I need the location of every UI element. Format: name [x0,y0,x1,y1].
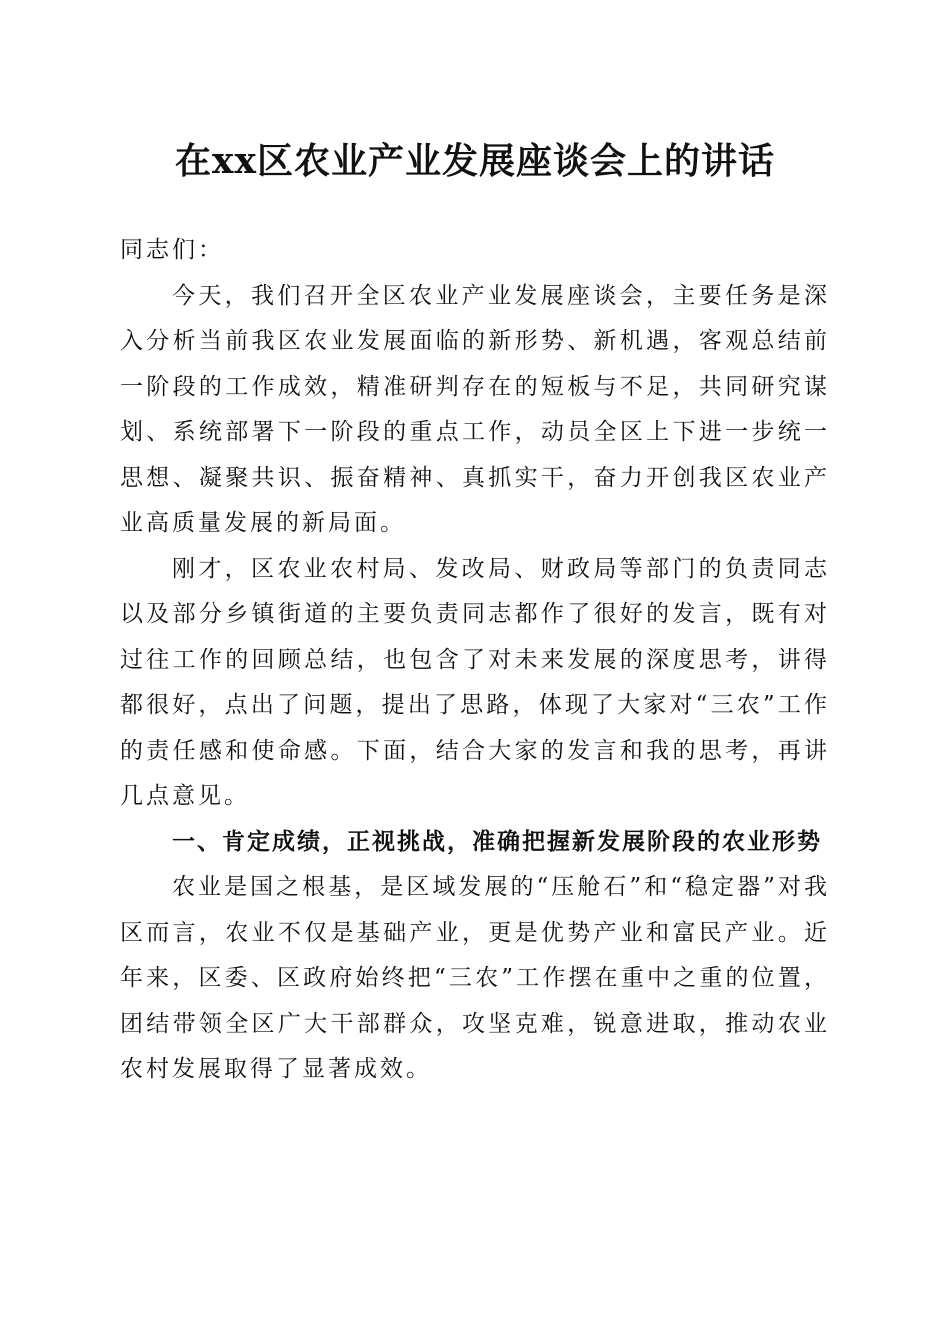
section-paragraph: 农业是国之根基，是区域发展的“压舱石”和“稳定器”对我区而言，农业不仅是基础产业，更是优势产业和富民产业。近年来，区委、区政府始终把“三农”工作摆在重中之重的位置，团结带领全区广大干部群众，攻坚克难，锐意进取，推动农业农村发展取得了显著成效。 [120,874,830,1082]
section-heading: 一、肯定成绩，正视挑战，准确把握新发展阶段的农业形势 [172,828,822,855]
document-body [120,228,830,1093]
salutation: 同志们： [120,237,224,263]
document-title: 在xx区农业产业发展座谈会上的讲话 [175,140,775,182]
paragraph-remarks: 刚才，区农业农村局、发改局、财政局等部门的负责同志以及部分乡镇街道的主要负责同志都作了很好的发言，既有对过往工作的回顾总结，也包含了对未来发展的深度思考，讲得都很好，点出了问题，提出了思路，体现了大家对“三农”工作的责任感和使命感。下面，结合大家的发言和我的思考，再讲几点意见。 [120,555,830,809]
paragraph-opening: 今天，我们召开全区农业产业发展座谈会，主要任务是深入分析当前我区农业发展面临的新形势、新机遇，客观总结前一阶段的工作成效，精准研判存在的短板与不足，共同研究谋划、系统部署下一阶段的重点工作，动员全区上下进一步统一思想、凝聚共识、振奋精神、真抓实干，奋力开创我区农业产业高质量发展的新局面。 [120,282,830,536]
